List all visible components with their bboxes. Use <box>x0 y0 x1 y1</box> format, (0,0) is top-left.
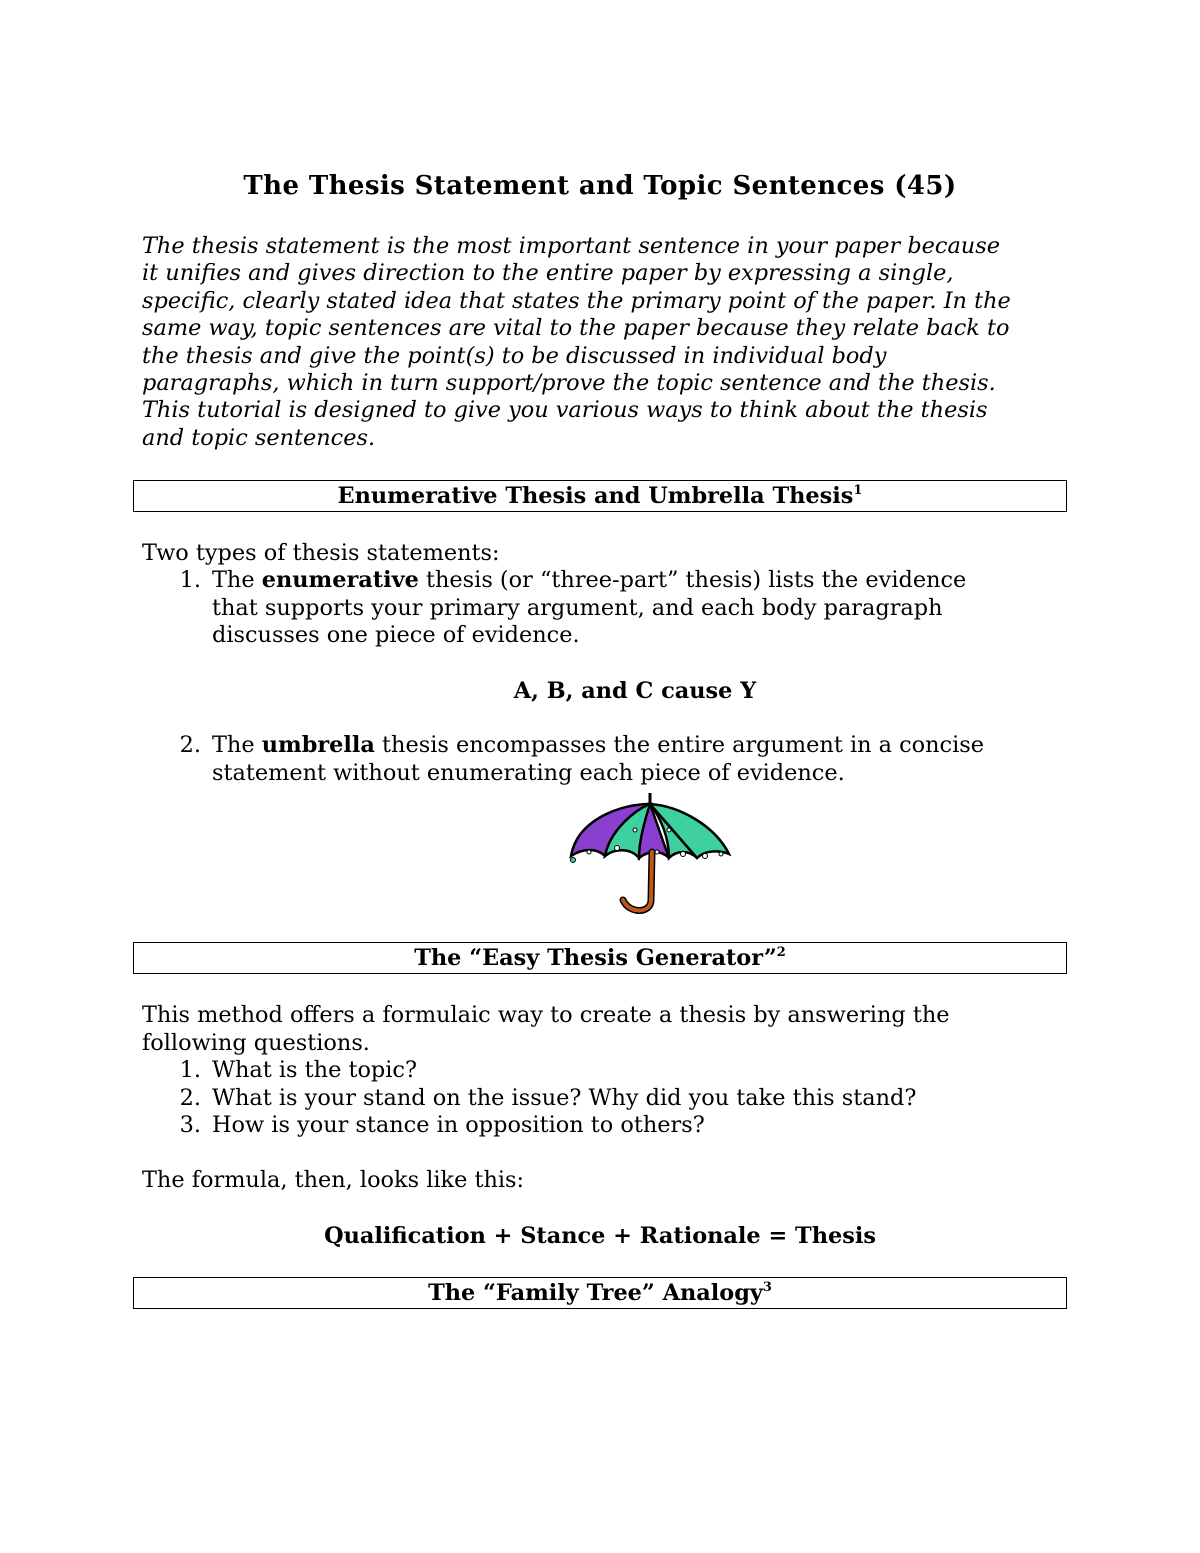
footnote-marker: 2 <box>776 945 786 960</box>
section-heading-text: Enumerative Thesis and Umbrella Thesis <box>337 483 854 509</box>
list-number: 1. <box>179 567 201 593</box>
item-text: The <box>212 567 262 593</box>
intro-line: The thesis statement is the most important sentence in your paper because <box>142 233 1000 259</box>
question-item <box>167 1057 417 1084</box>
umbrella-icon <box>565 790 735 918</box>
list-number: 2. <box>179 732 201 758</box>
section-heading-text: The “Easy Thesis Generator” <box>414 945 777 971</box>
section-heading-enumerative <box>133 480 1067 512</box>
list-item-continuation: discusses one piece of evidence. <box>212 622 580 648</box>
list-item-enumerative <box>167 567 966 594</box>
intro-line: same way, topic sentences are vital to the paper because they relate back to <box>142 315 1010 342</box>
intro-line: specific, clearly stated idea that states the primary point of the paper. In the <box>142 287 1011 314</box>
list-number: 2. <box>179 1085 201 1111</box>
term-enumerative: enumerative <box>261 567 419 593</box>
list-item-continuation: that supports your primary argument, and each body paragraph <box>212 595 943 621</box>
term-umbrella: umbrella <box>261 732 375 758</box>
question-item <box>167 1085 916 1112</box>
question-text: What is your stand on the issue? Why did you take this stand? <box>212 1085 917 1111</box>
list-item-umbrella <box>167 732 984 759</box>
formula-lead: The formula, then, looks like this: <box>142 1167 525 1193</box>
section-heading-easy-thesis <box>133 942 1067 974</box>
intro-line: it unifies and gives direction to the entire paper by expressing a single, <box>142 260 954 287</box>
item-text: The <box>212 732 262 758</box>
question-item <box>167 1112 705 1139</box>
section2-lead: This method offers a formulaic way to create a thesis by answering the <box>142 1002 950 1028</box>
intro-line: the thesis and give the point(s) to be discussed in individual body <box>142 342 887 369</box>
intro-line: and topic sentences. <box>142 424 376 451</box>
item-text: thesis (or “three-part” thesis) lists the evidence <box>418 567 967 593</box>
enumerative-formula: A, B, and C cause Y <box>513 678 757 704</box>
page-title: The Thesis Statement and Topic Sentences (45) <box>243 171 957 201</box>
section-heading-text: The “Family Tree” Analogy <box>428 1280 763 1306</box>
list-number: 1. <box>179 1057 201 1083</box>
thesis-formula: Qualification + Stance + Rationale = Thesis <box>324 1223 876 1249</box>
section1-lead: Two types of thesis statements: <box>142 540 500 566</box>
intro-paragraph <box>142 233 1072 452</box>
footnote-marker: 1 <box>853 483 863 498</box>
list-number: 3. <box>179 1112 201 1138</box>
question-text: What is the topic? <box>212 1057 417 1083</box>
item-text: thesis encompasses the entire argument in a concise <box>374 732 984 758</box>
footnote-marker: 3 <box>762 1280 772 1295</box>
section-heading-family-tree <box>133 1277 1067 1309</box>
section2-lead: following questions. <box>142 1030 370 1056</box>
intro-line: This tutorial is designed to give you various ways to think about the thesis <box>142 397 988 424</box>
question-text: How is your stance in opposition to others? <box>212 1112 705 1138</box>
intro-line: paragraphs, which in turn support/prove the topic sentence and the thesis. <box>142 370 996 397</box>
list-item-continuation: statement without enumerating each piece of evidence. <box>212 760 845 786</box>
